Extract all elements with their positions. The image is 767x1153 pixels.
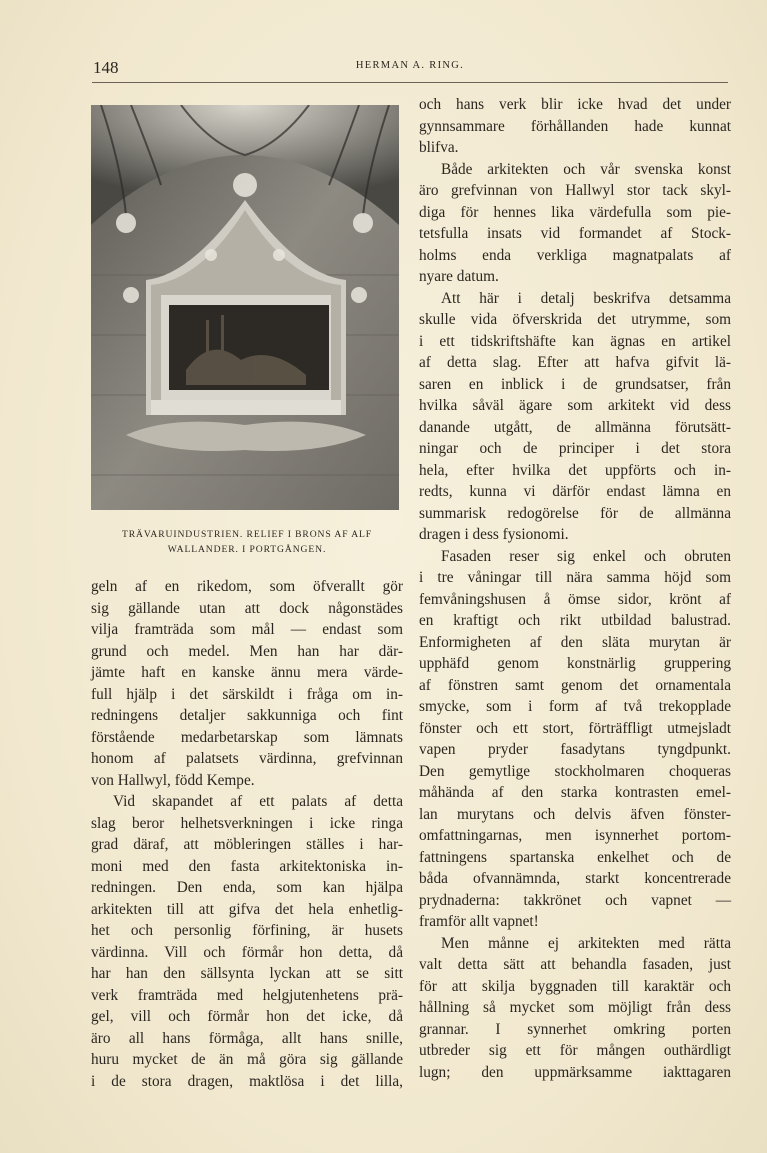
text-line: hållning så mycket som möjligt från dess [419, 999, 731, 1016]
text-line: i tre våningar till nära samma höjd som [419, 569, 731, 586]
text-line: het och personlig förfining, är husets [91, 922, 403, 939]
text-line: smycke, som i form af två trekopplade [419, 698, 731, 715]
text-line: grad däraf, att möbleringen ställes i har- [91, 836, 403, 853]
text-line: redningens detaljer sakkunniga och fint [91, 707, 403, 724]
paragraph [419, 288, 731, 546]
text-line: hvilka såväl ägare som arkitekt vid dess [419, 397, 731, 414]
text-line: gel, vill och förmår hon det icke, då [91, 1008, 403, 1025]
text-line: diga för hennes lika värdefulla som pie- [419, 203, 731, 221]
text-line: holms enda verkliga magnatpalats af [419, 246, 731, 264]
text-line: i de stora dragen, maktlösa i det lilla, [91, 1072, 403, 1090]
text-line: Både arkitekten och vår svenska konst [441, 160, 731, 178]
text-line: gynnsammare förhållanden hade kunnat [419, 117, 731, 135]
text-line: full hjälp i det särskildt i fråga om in- [91, 685, 403, 703]
text-line: grund och medel. Men han har där- [91, 642, 403, 660]
text-line: förstående medarbetarskap som lämnats [91, 728, 403, 746]
text-line: redningen. Den enda, som kan hjälpa [91, 879, 403, 896]
text-line: valt detta sätt att behandla fasaden, just [419, 956, 731, 973]
text-line: nyare datum. [419, 268, 499, 285]
text-line: dragen i dess fysionomi. [419, 526, 569, 543]
text-line: grannar. I synnerhet omkring porten [419, 1020, 731, 1038]
text-line: saren en inblick i de grundsatser, från [419, 375, 731, 393]
paragraph [419, 159, 731, 288]
text-line: i ett tidskriftshäfte kan ägnas en artikel [419, 332, 731, 350]
text-line: fattningens spartanska enkelhet och de [419, 848, 731, 866]
text-line: geln af en rikedom, som öfverallt gör [91, 578, 403, 595]
text-line: äro all hans förmåga, allt hans snille, [91, 1029, 403, 1047]
text-line: omfattningarnas, men isynnerhet portom- [419, 827, 731, 844]
text-line: blifva. [419, 139, 459, 156]
page-number: 148 [93, 58, 119, 77]
text-line: framför allt vapnet! [419, 913, 539, 930]
text-line: en kraftigt och rikt utbildad balustrad. [419, 612, 731, 629]
text-line: Vid skapandet af ett palats af detta [113, 793, 403, 810]
text-line: lugn; den uppmärksamme iakttagaren [419, 1063, 731, 1081]
text-line: för att skilja byggnaden till karaktär och [419, 977, 731, 995]
text-line: båda ofvannämnda, starkt koncentrerade [419, 870, 731, 887]
text-line: Enformigheten af den släta murytan är [419, 633, 731, 651]
text-line: vilja framträda som mål — endast som [91, 621, 403, 638]
text-line: ningar och de principer i det stora [419, 440, 731, 457]
text-line: verk framträda med helgjutenhetens prä- [91, 986, 403, 1004]
paragraph [419, 933, 731, 1084]
text-line: redts, kunna vi därför endast lämna en [419, 483, 731, 500]
right-column-text [419, 94, 731, 1083]
running-title: HERMAN A. RING. [355, 60, 465, 71]
text-line: äro grefvinnan von Hallwyl stor tack skyl- [419, 182, 731, 199]
caption-line: WALLANDER. I PORTGÅNGEN. [167, 544, 327, 555]
text-line: Den gemytlige stockholmaren choqueras [419, 762, 731, 780]
text-line: femvåningshusen å ömse sidor, krönt af [419, 590, 731, 608]
text-line: huru mycket de än må göra sig gällande [91, 1051, 403, 1068]
text-line: Fasaden reser sig enkel och obruten [441, 547, 731, 565]
text-line: skulle vida öfverskrida det utrymme, som [419, 311, 731, 328]
text-line: lan murytans och delvis äfven fönster- [419, 805, 731, 823]
paragraph [91, 576, 403, 791]
text-line: summarisk redogörelse för de allmänna [419, 504, 731, 522]
left-column-text [91, 576, 403, 1092]
text-line: prydnaderna: takkrönet och vapnet — [419, 891, 731, 909]
text-line: honom af palatsets värdinna, grefvinnan [91, 750, 403, 767]
text-line: sig gällande utan att dock någonstädes [91, 599, 403, 617]
text-line: värdinna. Vill och förmår hon detta, då [91, 943, 403, 961]
text-line: jämte haft en kanske ännu mera värde- [91, 664, 403, 681]
text-line: af detta slag. Efter att hafva gifvit lä- [419, 354, 731, 371]
text-line: danande utgått, de allmänna förutsätt- [419, 418, 731, 436]
text-line: måhända af den starka kontrasten emel- [419, 784, 731, 801]
text-line: moni med den fasta arkitektoniska in- [91, 857, 403, 875]
header-rule [92, 82, 728, 83]
text-line: arkitekten till att gifva det hela enhetlig- [91, 900, 403, 918]
caption-line: TRÄVARUINDUSTRIEN. RELIEF I BRONS AF ALF [121, 529, 373, 540]
paragraph [91, 791, 403, 1092]
text-line: von Hallwyl, född Kempe. [91, 771, 255, 789]
text-line: af fönstren samt genom det ornamentala [419, 676, 731, 694]
paragraph [419, 94, 731, 159]
paragraph [419, 546, 731, 933]
figure-caption [91, 527, 403, 557]
text-line: hela, efter hvilka det uppförts och in- [419, 461, 731, 479]
text-line: fönster och ett stort, förträffligt utmejsladt [419, 719, 731, 737]
text-line: utbreder sig ett för mången outhärdligt [419, 1042, 731, 1059]
text-line: upphäfd genom konstnärlig gruppering [419, 655, 731, 672]
text-line: Men månne ej arkitekten med rätta [441, 934, 731, 952]
relief-image [91, 105, 399, 510]
text-line: och hans verk blir icke hvad det under [419, 96, 731, 113]
text-line: vapen pryder fasadytans tyngdpunkt. [419, 741, 731, 758]
text-line: slag beror helhetsverkningen i icke ringa [91, 814, 403, 832]
text-line: Att här i detalj beskrifva detsamma [441, 289, 731, 307]
relief-photograph [91, 105, 399, 510]
text-line: har han den sällsynta lyckan att se sitt [91, 965, 403, 982]
text-line: tetsfulla insats vid formandet af Stock- [419, 225, 731, 242]
